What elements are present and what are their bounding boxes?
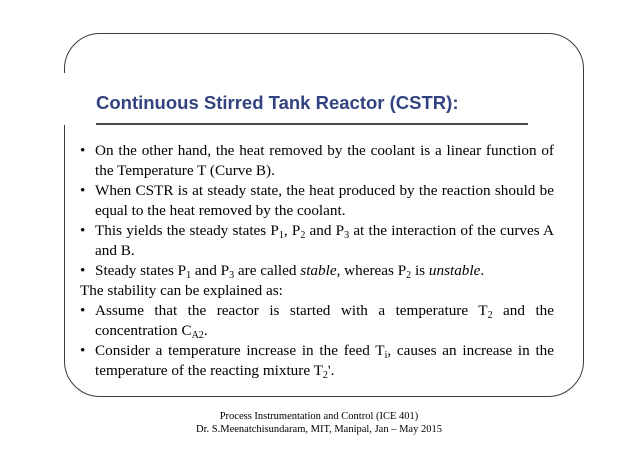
bullet-text: When CSTR is at steady state, the heat produced by the reaction should be equal to the heat removed by the coolant. xyxy=(95,182,554,219)
text-run: . xyxy=(480,262,485,279)
slide-body xyxy=(80,141,554,381)
bullet-icon: • xyxy=(80,222,86,239)
subscript: 2 xyxy=(406,270,412,281)
subscript: 2 xyxy=(300,230,306,241)
bullet-temperature-increase xyxy=(80,341,554,381)
bullet-text xyxy=(95,301,554,341)
text-run: , P xyxy=(283,222,301,239)
text-run: , whereas P xyxy=(336,262,407,279)
slide-title: Continuous Stirred Tank Reactor (CSTR): xyxy=(96,92,459,113)
frame-gap-box xyxy=(0,73,97,125)
subscript: 2 xyxy=(322,370,328,381)
bullet-assume-start xyxy=(80,301,554,341)
subscript: 1 xyxy=(186,270,192,281)
bullet-text xyxy=(95,221,554,261)
bullet-icon: • xyxy=(80,182,86,199)
text-run: Steady states P xyxy=(95,262,187,279)
subscript: 3 xyxy=(229,270,235,281)
text-run: '. xyxy=(327,362,335,379)
bullet-icon: • xyxy=(80,262,86,279)
subscript: 1 xyxy=(278,230,284,241)
bullet-icon: • xyxy=(80,302,86,319)
text-run: Assume that the reactor is started with a temperature T xyxy=(95,302,488,319)
bullet-steady-points xyxy=(80,221,554,261)
text-run: This yields the steady states P xyxy=(95,222,279,239)
bullet-coolant-heat xyxy=(80,141,554,181)
bullet-icon: • xyxy=(80,342,86,359)
explanation-line: The stability can be explained as: xyxy=(80,282,283,299)
text-run: and the concentration C xyxy=(95,302,554,339)
bullet-text xyxy=(95,261,554,281)
subscript: 2 xyxy=(487,310,493,321)
emphasis-stable: stable xyxy=(300,262,337,279)
bullet-stability-states xyxy=(80,261,554,281)
slide-footer xyxy=(0,410,638,436)
bullet-icon: • xyxy=(80,142,86,159)
text-run: Consider a temperature increase in the feed T xyxy=(95,342,385,359)
text-run: are called xyxy=(234,262,301,279)
text-run: and P xyxy=(191,262,230,279)
text-run: at the interaction of the curves A and B. xyxy=(95,222,554,259)
subscript: A2 xyxy=(191,330,204,341)
bullet-steady-state xyxy=(80,181,554,221)
bullet-text: On the other hand, the heat removed by the coolant is a linear function of the Temperature T (Curve B). xyxy=(95,142,554,179)
text-run: is xyxy=(411,262,429,279)
subscript: i xyxy=(384,350,388,361)
text-run: . xyxy=(203,322,208,339)
bullet-text xyxy=(95,341,554,381)
emphasis-unstable: unstable xyxy=(428,262,481,279)
text-run: , causes an increase in the temperature of the reacting mixture T xyxy=(95,342,554,379)
footer-course: Process Instrumentation and Control (ICE 401) xyxy=(219,411,419,422)
footer-author: Dr. S.Meenatchisundaram, MIT, Manipal, Jan – May 2015 xyxy=(196,424,442,435)
subscript: 3 xyxy=(344,230,350,241)
text-run: and P xyxy=(305,222,345,239)
title-underline xyxy=(96,123,528,125)
